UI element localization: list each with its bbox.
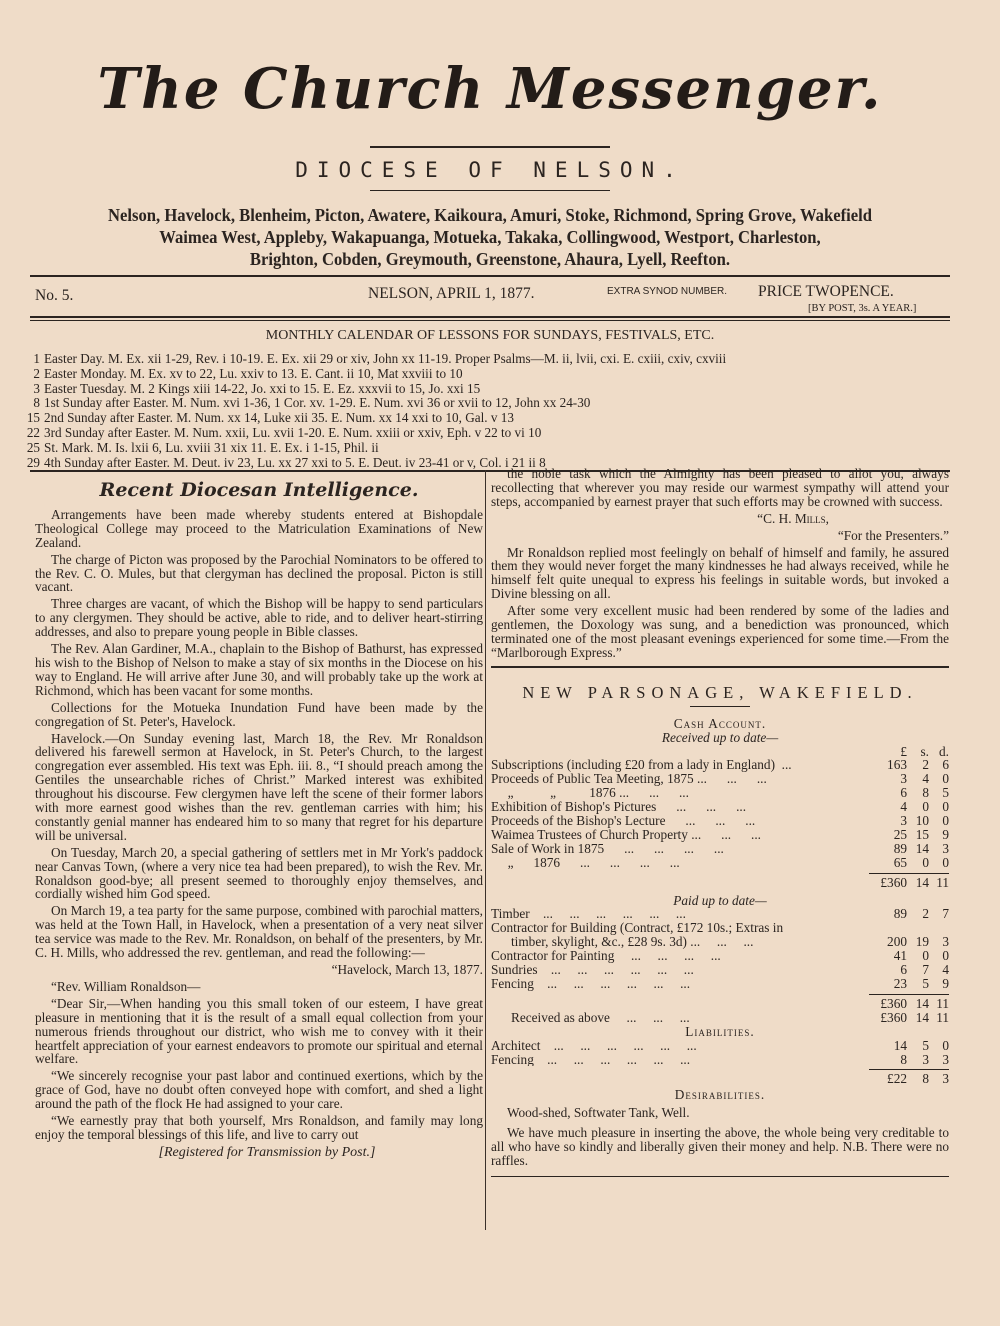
account-row bbox=[491, 786, 949, 800]
paragraph: The Rev. Alan Gardiner, M.A., chaplain to the Bishop of Bathurst, has expressed his wish to the Bishop of Nelson to make a stay of six months in the Diocese on his way to England. He will arrive after June 30, and will probably take up the work at Richmond, which has been vacant for some months. bbox=[35, 641, 483, 698]
calendar-row bbox=[22, 352, 962, 367]
calendar-day: 22 bbox=[26, 424, 40, 440]
calendar-text: 3rd Sunday after Easter. M. Num. xxii, Lu. xvii 1-20. E. Num. xxiii or xxiv, Eph. v 22 to vi 10 bbox=[44, 424, 542, 440]
shillings: 14 bbox=[915, 840, 929, 856]
account-row bbox=[491, 935, 949, 949]
entry-label: „ „ 1876 ... ... ... bbox=[491, 786, 689, 801]
calendar-list bbox=[22, 352, 962, 470]
pounds: 8 bbox=[900, 1051, 907, 1067]
paragraph: “We sincerely recognise your past labor and continued exertions, which by the grace of God, have no doubt often conveyed hope with comfort, and shed a light around the path of the flock He had assigned to your care. bbox=[35, 1068, 483, 1112]
unit: s. bbox=[920, 743, 929, 759]
account-title: NEW PARSONAGE, WAKEFIELD. bbox=[522, 682, 918, 702]
shillings: 5 bbox=[922, 976, 929, 991]
divider bbox=[30, 275, 950, 277]
registered-notice: [Registered for Transmission by Post.] bbox=[158, 1144, 376, 1160]
shillings: 19 bbox=[915, 934, 929, 950]
pounds: 200 bbox=[887, 934, 907, 950]
left-column bbox=[35, 478, 483, 1163]
signature: “C. H. Mills, bbox=[757, 510, 829, 526]
right-column bbox=[491, 467, 949, 1177]
pence: 0 bbox=[942, 799, 949, 815]
entry-label bbox=[491, 997, 877, 1011]
desirabilities-heading: Desirabilities. bbox=[674, 1087, 766, 1103]
divider bbox=[30, 316, 950, 318]
pounds: 4 bbox=[900, 799, 907, 815]
unit: £ bbox=[900, 743, 907, 759]
unit: d. bbox=[939, 743, 949, 759]
signature-role: “For the Presenters.” bbox=[837, 527, 949, 543]
pence: 3 bbox=[942, 1071, 949, 1087]
parish-line: Waimea West, Appleby, Wakapuanga, Motueka, Takaka, Collingwood, Westport, Charleston, bbox=[159, 227, 821, 247]
pounds: 89 bbox=[893, 840, 907, 856]
entry-label: Timber ... ... ... ... ... ... bbox=[491, 907, 686, 922]
calendar-day: 15 bbox=[26, 410, 40, 426]
paragraph: Arrangements have been made whereby students entered at Bishopdale Theological College may proceed to the Matriculation Examinations of New Zealand. bbox=[35, 506, 483, 550]
liabilities-table bbox=[491, 1039, 949, 1067]
paragraph: Three charges are vacant, of which the Bishop will be happy to send particulars to any clergymen. They should be active, able to ride, and to deliver heart-stirring addresses, and also to prepare young people in Bible classes. bbox=[35, 596, 483, 640]
entry-label: Contractor for Building (Contract, £172 10s.; Extras in bbox=[491, 921, 784, 936]
pounds: 14 bbox=[893, 1037, 907, 1053]
shillings: 14 bbox=[915, 874, 929, 890]
calendar-title: MONTHLY CALENDAR OF LESSONS FOR SUNDAYS, FESTIVALS, ETC. bbox=[265, 328, 715, 343]
shillings: 8 bbox=[922, 1071, 929, 1087]
shillings: 7 bbox=[922, 962, 929, 978]
shillings: 0 bbox=[922, 948, 929, 964]
dateline: “Havelock, March 13, 1877. bbox=[331, 962, 483, 977]
shillings: 2 bbox=[922, 757, 929, 773]
calendar-text: Easter Tuesday. M. 2 Kings xiii 14-22, Jo. xxi to 15. E. Ez. xxxvii to 15, Jo. xxi 15 bbox=[44, 380, 481, 396]
extra-label: EXTRA SYNOD NUMBER. bbox=[607, 286, 728, 297]
pence: 11 bbox=[936, 874, 949, 890]
shillings: 0 bbox=[922, 854, 929, 870]
entry-label: „ 1876 ... ... ... ... bbox=[491, 855, 680, 870]
account-row bbox=[491, 1039, 949, 1053]
divider bbox=[370, 146, 610, 148]
pence: 5 bbox=[942, 785, 949, 801]
pence: 7 bbox=[942, 906, 949, 922]
letter-continuation: the noble task which the Almighty has been pleased to allot you, always recollecting that wherever you may reside our warmest sympathy will attend your steps, accompanied by earnest prayer that such efforts may be crowned with success. bbox=[491, 466, 949, 509]
calendar-text: 4th Sunday after Easter. M. Deut. iv 23, Lu. xx 27 xxi to 5. E. Deut. iv 23-41 or v, Col. i 21 ii 8 bbox=[44, 454, 546, 470]
total-row bbox=[491, 997, 949, 1011]
shillings: 15 bbox=[915, 826, 929, 842]
price: PRICE TWOPENCE. bbox=[758, 283, 894, 300]
entry-label: Proceeds of the Bishop's Lecture ... ... ... bbox=[491, 814, 756, 828]
pounds: 3 bbox=[900, 813, 907, 829]
pounds: £22 bbox=[887, 1071, 907, 1087]
account-row bbox=[491, 842, 949, 856]
column-divider bbox=[485, 470, 486, 1230]
account-row bbox=[491, 1011, 949, 1025]
entry-label bbox=[491, 876, 877, 890]
issue-date: NELSON, APRIL 1, 1877. bbox=[368, 285, 535, 302]
shillings: 2 bbox=[922, 906, 929, 922]
calendar-text: Easter Day. M. Ex. xii 1-29, Rev. i 10-19. E. Ex. xii 29 or xiv, John xx 11-19. Proper Psalms—M. ii, lvii, cxi. E. cxiii, cxiv, cxviii bbox=[44, 351, 727, 366]
account-row bbox=[491, 856, 949, 870]
pounds: 6 bbox=[900, 785, 907, 801]
paragraph: Havelock.—On Sunday evening last, March 18, the Rev. Mr Ronaldson delivered his farewell sermon at Havelock, in St. Peter's Church, to the largest congregation ever assembled. His text was Eph. iii. 8., “I should preach among the Gentiles the unsearchable riches of Christ.” Marked interest was exhibited throughout his discourse. Few clergymen have left the scene of their former labors with more earnest good wishes than the rev. gentleman carries with him; his constantly genial manner has endeared him to so many that regret for his departure will be universal. bbox=[35, 730, 483, 843]
pence: 4 bbox=[942, 962, 949, 978]
entry-label: Fencing ... ... ... ... ... ... bbox=[491, 977, 691, 991]
entry-label: timber, skylight, &c., £28 9s. 3d) ... ... ... bbox=[491, 935, 754, 950]
entry-label: Architect ... ... ... ... ... ... bbox=[491, 1038, 697, 1053]
calendar-day: 25 bbox=[26, 439, 40, 455]
shillings bbox=[907, 921, 929, 935]
section-heading: Recent Diocesan Intelligence. bbox=[99, 479, 419, 501]
pence: 9 bbox=[942, 826, 949, 842]
entry-label: Fencing ... ... ... ... ... ... bbox=[491, 1052, 691, 1067]
paragraph: On Tuesday, March 20, a special gathering of settlers met in Mr York's paddock near Canvas Town, (where a very nice tea had been prepared), to wish the Rev. Mr. Ronaldson good-bye; all present seemed to thoroughly enjoy themselves, and cordially wished him God speed. bbox=[35, 844, 483, 902]
entry-label: Waimea Trustees of Church Property ... ... ... bbox=[491, 827, 762, 842]
calendar-day: 8 bbox=[33, 395, 40, 411]
calendar-row bbox=[22, 411, 962, 426]
masthead-title: The Church Messenger. bbox=[97, 56, 883, 122]
account-subtitle: Cash Account. bbox=[673, 715, 767, 731]
pence: 6 bbox=[942, 757, 949, 773]
shillings: 4 bbox=[922, 771, 929, 787]
calendar-row bbox=[22, 396, 962, 411]
parish-list bbox=[44, 204, 937, 270]
pence: 0 bbox=[942, 948, 949, 964]
pounds: £360 bbox=[880, 1009, 907, 1025]
pounds: 41 bbox=[893, 948, 907, 964]
closing-paragraph: We have much pleasure in inserting the above, the whole being very creditable to all who have so kindly and liberally given their money and help. N.B. There were no raffles. bbox=[491, 1125, 949, 1168]
pounds: 25 bbox=[893, 826, 907, 842]
total-row bbox=[491, 1072, 949, 1086]
divider bbox=[690, 706, 750, 707]
divider bbox=[30, 320, 950, 321]
post-price: [BY POST, 3s. A YEAR.] bbox=[808, 303, 917, 314]
paragraph: On March 19, a tea party for the same purpose, combined with parochial matters, was held at the Town Hall, in Havelock, when a presentation of a very neat silver tea service was made to the Rev. Mr. Ronaldson, on behalf of the presenters, by Mr. C. H. Mills, who addressed the rev. gentleman, and read the following:— bbox=[35, 903, 484, 961]
parish-line: Brighton, Cobden, Greymouth, Greenstone, Ahaura, Lyell, Reefton. bbox=[249, 249, 731, 269]
paragraph: Mr Ronaldson replied most feelingly on behalf of himself and family, he assured them they would never forget the many kindnesses he had always received, while he himself felt quite unequal to express his feelings in suitable words, but invoked a Divine blessing on all. bbox=[491, 544, 949, 602]
divider bbox=[491, 666, 949, 668]
account-row bbox=[491, 921, 949, 935]
received-table bbox=[491, 758, 949, 869]
pence: 11 bbox=[936, 995, 949, 1011]
pence: 0 bbox=[942, 813, 949, 829]
paragraph: The charge of Picton was proposed by the Parochial Nominators to be offered to the Rev. C. O. Mules, but that clergyman has declined the proposal. Picton is still vacant. bbox=[35, 551, 483, 595]
pounds: 163 bbox=[887, 757, 907, 773]
received-heading: Received up to date— bbox=[661, 729, 779, 745]
salutation: “Rev. William Ronaldson— bbox=[51, 978, 201, 994]
calendar-text: 2nd Sunday after Easter. M. Num. xx 14, Luke xii 35. E. Num. xx 14 xxi to 10, Gal. v 13 bbox=[44, 410, 514, 426]
account-row bbox=[491, 907, 949, 921]
calendar-day: 29 bbox=[26, 454, 40, 470]
paragraph: After some very excellent music had been rendered by some of the ladies and gentlemen, the Doxology was sung, and a benediction was pronounced, which terminated one of the most pleasant evenings experienced for some time.—From the “Marlborough Express.” bbox=[491, 603, 949, 660]
calendar-day: 1 bbox=[33, 351, 40, 366]
entry-label: Sale of Work in 1875 ... ... ... ... bbox=[491, 841, 724, 856]
account-row bbox=[491, 1053, 949, 1067]
shillings: 14 bbox=[915, 1009, 929, 1025]
calendar-row bbox=[22, 441, 962, 456]
issue-number: No. 5. bbox=[35, 287, 74, 304]
pounds: 89 bbox=[893, 906, 907, 922]
account-row bbox=[491, 772, 949, 786]
shillings: 5 bbox=[922, 1037, 929, 1053]
entry-label: Sundries ... ... ... ... ... ... bbox=[491, 963, 694, 977]
pence: 0 bbox=[942, 854, 949, 870]
desirabilities-text: Wood-shed, Softwater Tank, Well. bbox=[507, 1105, 690, 1121]
pence: 0 bbox=[942, 1037, 949, 1053]
paragraph: “We earnestly pray that both yourself, Mrs Ronaldson, and family may long enjoy the temporal blessings of this life, and live to carry out bbox=[35, 1113, 483, 1142]
account-row bbox=[491, 977, 949, 991]
calendar-row bbox=[22, 426, 962, 441]
parish-line: Nelson, Havelock, Blenheim, Picton, Awatere, Kaikoura, Amuri, Stoke, Richmond, Spring Grove, Wakefield bbox=[107, 205, 873, 225]
entry-label: Received as above ... ... ... bbox=[491, 1010, 690, 1025]
shillings: 14 bbox=[915, 995, 929, 1011]
entry-label: Subscriptions (including £20 from a lady in England) ... bbox=[491, 758, 792, 773]
entry-label: Exhibition of Bishop's Pictures ... ... ... bbox=[491, 800, 747, 815]
account-row bbox=[491, 963, 949, 977]
calendar-row bbox=[22, 367, 962, 382]
account-row bbox=[491, 814, 949, 828]
calendar-day: 3 bbox=[33, 380, 40, 396]
paid-table bbox=[491, 907, 949, 990]
calendar-text: St. Mark. M. Is. lxii 6, Lu. xviii 31 xix 11. E. Ex. i 1-15, Phil. ii bbox=[44, 439, 379, 455]
divider bbox=[370, 190, 610, 191]
pounds bbox=[877, 921, 907, 935]
liabilities-heading: Liabilities. bbox=[685, 1023, 755, 1039]
shillings: 0 bbox=[922, 799, 929, 815]
shillings: 3 bbox=[922, 1051, 929, 1067]
paragraph: “Dear Sir,—When handing you this small token of our esteem, I have great pleasure in mentioning that it is the result of a small equal collection from your numerous friends throughout our district, who wish me to convey with it their heartfelt appreciation of your earnest endeavors to promote our spiritual and eternal welfare. bbox=[35, 995, 483, 1067]
account-row bbox=[491, 800, 949, 814]
shillings: 8 bbox=[922, 785, 929, 801]
pence: 3 bbox=[942, 1051, 949, 1067]
total-row bbox=[491, 876, 949, 890]
shillings: 10 bbox=[915, 813, 929, 829]
paid-heading: Paid up to date— bbox=[673, 892, 767, 908]
paragraph: Collections for the Motueka Inundation Fund have been made by the congregation of St. Peter's, Havelock. bbox=[35, 699, 483, 729]
calendar-text: Easter Monday. M. Ex. xv to 22, Lu. xxiv to 13. E. Cant. ii 10, Mat xxviii to 10 bbox=[44, 365, 463, 381]
account-row bbox=[491, 949, 949, 963]
entry-label: Contractor for Painting ... ... ... ... bbox=[491, 949, 721, 964]
pounds: £360 bbox=[880, 874, 907, 890]
entry-label: Proceeds of Public Tea Meeting, 1875 ... ... ... bbox=[491, 772, 767, 787]
diocese-title: DIOCESE OF NELSON. bbox=[295, 158, 685, 182]
pounds: 6 bbox=[900, 962, 907, 978]
pence: 9 bbox=[942, 976, 949, 991]
account-row bbox=[491, 758, 949, 772]
pounds: 3 bbox=[900, 771, 907, 787]
entry-label bbox=[491, 1072, 877, 1086]
units-row bbox=[491, 745, 949, 759]
account-row bbox=[491, 828, 949, 842]
pence: 11 bbox=[936, 1009, 949, 1025]
divider bbox=[491, 1176, 949, 1177]
pounds: £360 bbox=[880, 995, 907, 1011]
pence: 0 bbox=[942, 771, 949, 787]
pounds: 65 bbox=[893, 854, 907, 870]
calendar-day: 2 bbox=[33, 365, 40, 381]
pence bbox=[929, 921, 949, 935]
calendar-text: 1st Sunday after Easter. M. Num. xvi 1-36, 1 Cor. xv. 1-29. E. Num. xvi 36 or xvii to 12, John xx 24-30 bbox=[44, 395, 591, 411]
calendar-row bbox=[22, 382, 962, 397]
pence: 3 bbox=[942, 934, 949, 950]
pounds: 23 bbox=[893, 976, 907, 991]
pence: 3 bbox=[942, 840, 949, 856]
